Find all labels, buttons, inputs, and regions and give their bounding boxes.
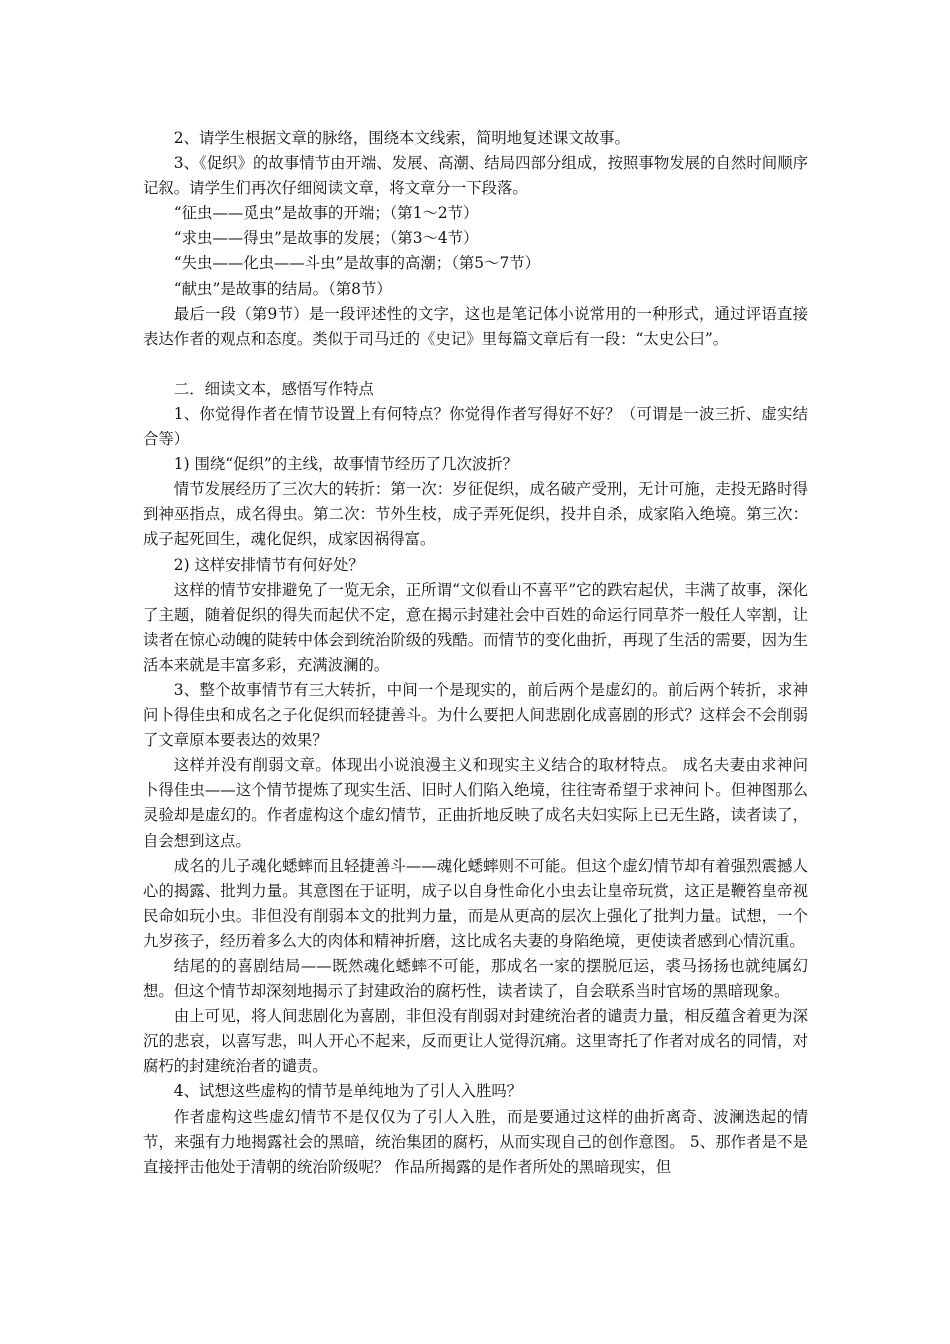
- answer-conclusion: 由上可见，将人间悲剧化为喜剧，非但没有削弱对封建统治者的谴责力量，相反蕴含着更为深沉的悲哀，以喜写悲，叫人开心不起来，反而更让人觉得沉痛。这里寄托了作者对成名的同情，对腐朽的封建统治者的谴责。: [143, 1007, 808, 1076]
- paragraph-final-section: 最后一段（第9节）是一段评述性的文字，这也是笔记体小说常用的一种形式，通过评语直接表达作者的观点和态度。类似于司马迁的《史记》里每篇文章后有一段：“太史公曰”。: [143, 304, 808, 348]
- paragraph-development: “求虫——得虫”是故事的发展；（第3～4节）: [173, 229, 479, 248]
- question-3: 3、整个故事情节有三大转折，中间一个是现实的，前后两个是虚幻的。前后两个转折，求神问卜得佳虫和成名之子化促织而轻捷善斗。为什么要把人间悲剧化成喜剧的形式？这样会不会削弱了文章原本要表达的效果？: [143, 680, 808, 750]
- answer-turning-points: 情节发展经历了三次大的转折：第一次：岁征促织，成名破产受刑，无计可施，走投无路时得到神巫指点，成名得虫。第二次：节外生枝，成子弄死促织，投井自杀，成家陷入绝境。第三次：成子起死回生，魂化促织，成家因祸得富。: [143, 480, 808, 549]
- question-1: 1、你觉得作者在情节设置上有何特点？你觉得作者写得好不好？（可谓是一波三折、虚实结合等）: [143, 404, 808, 449]
- subquestion-2: 2) 这样安排情节有何好处？: [173, 555, 364, 574]
- subquestion-1: 1) 围绕“促织”的主线，故事情节经历了几次波折？: [173, 455, 519, 474]
- section-heading-2: 二．细读文本，感悟写作特点: [173, 379, 374, 398]
- answer-not-weakened: 这样并没有削弱文章。体现出小说浪漫主义和现实主义结合的取材特点。 成名夫妻由求神问卜得佳虫——这个情节提炼了现实生活、旧时人们陷入绝境，往往寄希望于求神问卜。但神图那么灵验却是虚幻的。作者虚构这个虚幻情节，正曲折地反映了成名夫妇实际上已无生路，读者读了，自会想到这点。: [143, 756, 808, 850]
- paragraph-retell-task: 2、请学生根据文章的脉络，围绕本文线索，简明地复述课文故事。: [173, 129, 630, 147]
- paragraph-ending: “献虫”是故事的结局。（第8节）: [173, 279, 392, 298]
- document-page: [143, 126, 808, 1180]
- answer-purpose: 作者虚构这些虚幻情节不是仅仅为了引人入胜，而是要通过这样的曲折离奇、波澜迭起的情节，来强有力地揭露社会的黑暗，统治集团的腐朽，从而实现自己的创作意图。 5、那作者是不是直接抨击他处于清朝的统治阶级呢？ 作品所揭露的是作者所处的黑暗现实，但: [143, 1107, 808, 1176]
- question-4: 4、试想这些虚构的情节是单纯地为了引人入胜吗？: [173, 1082, 523, 1101]
- paragraph-climax: “失虫——化虫——斗虫”是故事的高潮；（第5～7节）: [173, 254, 541, 273]
- answer-son-transformation: 成名的儿子魂化蟋蟀而且轻捷善斗——魂化蟋蟀则不可能。但这个虚幻情节却有着强烈震撼人心的揭露、批判力量。其意图在于证明，成子以自身性命化小虫去让皇帝玩赏，这正是鞭笞皇帝视民命如玩小虫。非但没有削弱本文的批判力量，而是从更高的层次上强化了批判力量。试想，一个九岁孩子，经历着多么大的肉体和精神折磨，这比成名夫妻的身陷绝境，更使读者感到心情沉重。: [143, 856, 808, 950]
- paragraph-plot-structure: 3、《促织》的故事情节由开端、发展、高潮、结局四部分组成，按照事物发展的自然时间顺序记叙。请学生们再次仔细阅读文章，将文章分一下段落。: [143, 154, 808, 198]
- answer-benefits: 这样的情节安排避免了一览无余，正所谓“文似看山不喜平”它的跌宕起伏，丰满了故事，深化了主题，随着促织的得失而起伏不定，意在揭示封建社会中百姓的命运行同草芥一般任人宰割，让读者在惊心动魄的陡转中体会到统治阶级的残酷。而情节的变化曲折，再现了生活的需要，因为生活本来就是丰富多彩，充满波澜的。: [143, 580, 808, 674]
- answer-happy-ending: 结尾的的喜剧结局——既然魂化蟋蟀不可能，那成名一家的摆脱厄运，裘马扬扬也就纯属幻想。但这个情节却深刻地揭示了封建政治的腐朽性，读者读了，自会联系当时官场的黑暗现象。: [143, 957, 808, 1001]
- paragraph-beginning: “征虫——觅虫”是故事的开端；（第1～2节）: [173, 204, 479, 223]
- blank-line: [143, 352, 808, 377]
